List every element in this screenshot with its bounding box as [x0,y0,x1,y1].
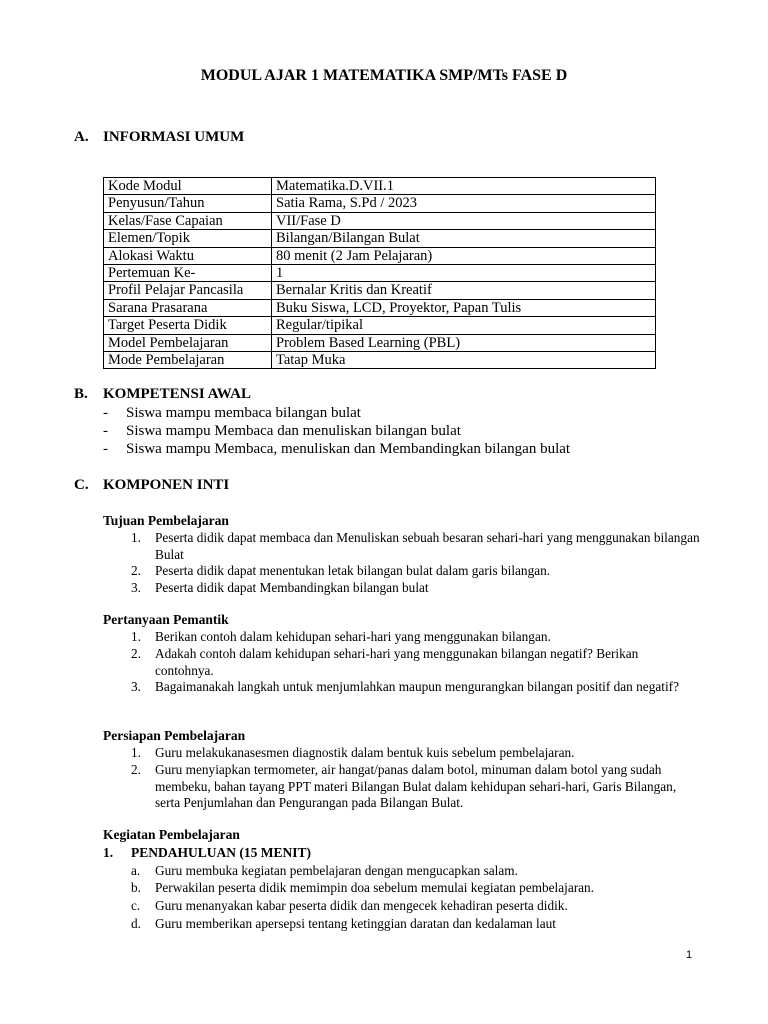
item-number: 1. [131,629,141,644]
table-value: Problem Based Learning (PBL) [272,334,656,351]
section-b-heading [0,386,768,406]
section-a-letter: A. [74,129,89,145]
table-key: Model Pembelajaran [104,334,272,351]
item-text: Peserta didik dapat menentukan letak bilangan bulat dalam garis bilangan. [155,563,551,578]
list-item [0,580,768,597]
section-a-title: INFORMASI UMUM [103,129,245,145]
list-item [0,762,768,812]
table-key: Penyusun/Tahun [104,195,272,212]
section-c-heading [0,477,768,497]
list-item [0,745,768,762]
kegiatan-heading: Kegiatan Pembelajaran [103,827,240,842]
table-row [104,282,656,299]
table-row [104,247,656,264]
list-item [0,441,768,459]
table-value: 1 [272,264,656,281]
item-letter: b. [131,880,141,895]
table-value: Tatap Muka [272,351,656,368]
section-b-letter: B. [74,386,88,402]
persiapan-heading: Persiapan Pembelajaran [103,728,246,743]
list-item [0,563,768,580]
item-number: 3. [131,580,141,595]
table-value: Buku Siswa, LCD, Proyektor, Papan Tulis [272,299,656,316]
table-row [104,178,656,195]
item-number: 2. [131,646,141,661]
dash-bullet: - [103,441,108,457]
item-number: 2. [131,563,141,578]
table-value: Bernalar Kritis dan Kreatif [272,282,656,299]
table-value: Matematika.D.VII.1 [272,178,656,195]
pendahuluan-heading [0,845,768,863]
table-row [104,334,656,351]
table-key: Pertemuan Ke- [104,264,272,281]
table-key: Sarana Prasarana [104,299,272,316]
pendahuluan-title: PENDAHULUAN (15 MENIT) [131,845,311,860]
item-text: Bagaimanakah langkah untuk menjumlahkan maupun mengurangkan bilangan positif dan negatif? [155,679,679,694]
item-letter: d. [131,916,141,931]
list-item [0,863,768,880]
item-text: Guru memberikan apersepsi tentang ketinggian daratan dan kedalaman laut [155,916,556,931]
section-c-letter: C. [74,477,89,493]
dash-bullet: - [103,405,108,421]
item-number: 1. [131,745,141,760]
list-item [0,880,768,897]
item-text: Adakah contoh dalam kehidupan sehari-hari yang menggunakan bilangan negatif? Berikan contohnya. [155,646,639,678]
tujuan-heading: Tujuan Pembelajaran [103,513,229,528]
table-key: Profil Pelajar Pancasila [104,282,272,299]
item-number: 2. [131,762,141,777]
list-item [0,679,768,712]
item-text: Guru menyiapkan termometer, air hangat/panas dalam botol, minuman dalam botol yang sudah membeku, bahan tayang PPT materi Bilangan Bulat dalam kehidupan sehari-hari, Garis Bilangan, serta Penjumlahan dan Pengurangan pada Bilangan Bulat. [155,762,677,810]
info-table [103,177,656,369]
list-item-text: Siswa mampu Membaca dan menuliskan bilangan bulat [126,423,461,439]
list-item [0,629,768,646]
item-text: Perwakilan peserta didik memimpin doa sebelum memulai kegiatan pembelajaran. [155,880,595,895]
list-item [0,423,768,441]
list-item [0,530,768,563]
item-number: 3. [131,679,141,694]
list-item [0,916,768,933]
document-title: MODUL AJAR 1 MATEMATIKA SMP/MTs FASE D [200,67,568,84]
table-row [104,230,656,247]
table-value: 80 menit (2 Jam Pelajaran) [272,247,656,264]
table-key: Kelas/Fase Capaian [104,212,272,229]
table-value: Bilangan/Bilangan Bulat [272,230,656,247]
list-item [0,646,768,679]
item-text: Peserta didik dapat membaca dan Menuliskan sebuah besaran sehari-hari yang menggunakan bilangan Bulat [155,530,700,562]
table-value: VII/Fase D [272,212,656,229]
item-number: 1. [131,530,141,545]
item-text: Guru membuka kegiatan pembelajaran dengan mengucapkan salam. [155,863,518,878]
table-value: Satia Rama, S.Pd / 2023 [272,195,656,212]
item-text: Peserta didik dapat Membandingkan bilangan bulat [155,580,429,595]
table-row [104,195,656,212]
table-key: Elemen/Topik [104,230,272,247]
table-key: Target Peserta Didik [104,317,272,334]
item-text: Guru menanyakan kabar peserta didik dan mengecek kehadiran peserta didik. [155,898,568,913]
list-item [0,898,768,915]
section-c-title: KOMPONEN INTI [103,477,230,493]
list-item-text: Siswa mampu membaca bilangan bulat [126,405,361,421]
list-item [0,405,768,423]
item-text: Berikan contoh dalam kehidupan sehari-hari yang menggunakan bilangan. [155,629,551,644]
pendahuluan-number: 1. [103,845,114,860]
page-number: 1 [686,949,693,961]
table-row [104,317,656,334]
table-row [104,264,656,281]
table-key: Mode Pembelajaran [104,351,272,368]
table-row [104,351,656,368]
table-value: Regular/tipikal [272,317,656,334]
item-letter: a. [131,863,141,878]
list-item-text: Siswa mampu Membaca, menuliskan dan Membandingkan bilangan bulat [126,441,571,457]
table-row [104,212,656,229]
section-a-heading [0,129,768,149]
pertanyaan-heading: Pertanyaan Pemantik [103,612,229,627]
table-key: Alokasi Waktu [104,247,272,264]
item-letter: c. [131,898,141,913]
table-row [104,299,656,316]
item-text: Guru melakukanasesmen diagnostik dalam bentuk kuis sebelum pembelajaran. [155,745,575,760]
table-key: Kode Modul [104,178,272,195]
section-b-title: KOMPETENSI AWAL [103,386,251,402]
dash-bullet: - [103,423,108,439]
